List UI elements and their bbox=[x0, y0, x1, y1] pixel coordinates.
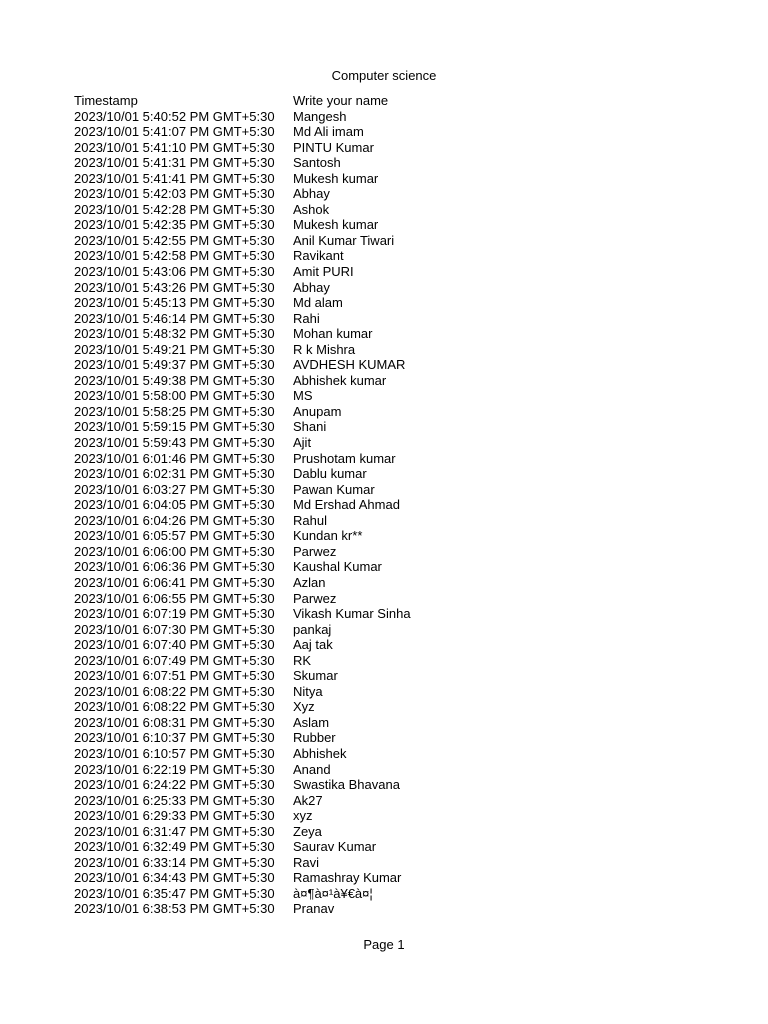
name-cell: Ak27 bbox=[293, 792, 323, 808]
table-row bbox=[74, 248, 493, 264]
name-cell: Zeya bbox=[293, 823, 322, 839]
table-row bbox=[74, 699, 493, 715]
name-cell: Ashok bbox=[293, 201, 330, 217]
timestamp-cell: 2023/10/01 5:46:14 PM GMT+5:30 bbox=[74, 310, 275, 326]
timestamp-cell: 2023/10/01 5:49:37 PM GMT+5:30 bbox=[74, 357, 275, 373]
table-row bbox=[74, 202, 493, 218]
name-cell: Mukesh kumar bbox=[293, 170, 379, 186]
name-cell: Md Ali imam bbox=[293, 124, 364, 140]
timestamp-cell: 2023/10/01 6:08:22 PM GMT+5:30 bbox=[74, 699, 275, 715]
name-cell: Ravikant bbox=[293, 248, 344, 264]
timestamp-cell: 2023/10/01 6:10:57 PM GMT+5:30 bbox=[74, 745, 275, 761]
name-cell: Anil Kumar Tiwari bbox=[293, 232, 395, 248]
name-cell: Xyz bbox=[293, 699, 315, 715]
timestamp-cell: 2023/10/01 5:59:43 PM GMT+5:30 bbox=[74, 435, 275, 451]
timestamp-cell: 2023/10/01 6:29:33 PM GMT+5:30 bbox=[74, 808, 275, 824]
name-cell: Aaj tak bbox=[293, 637, 333, 653]
timestamp-cell: 2023/10/01 5:42:35 PM GMT+5:30 bbox=[74, 217, 275, 233]
table-row bbox=[74, 388, 493, 404]
timestamp-cell: 2023/10/01 6:02:31 PM GMT+5:30 bbox=[74, 466, 275, 482]
timestamp-cell: 2023/10/01 6:05:57 PM GMT+5:30 bbox=[74, 528, 275, 544]
timestamp-cell: 2023/10/01 6:06:36 PM GMT+5:30 bbox=[74, 559, 275, 575]
name-cell: MS bbox=[293, 388, 313, 404]
name-cell: Abhishek kumar bbox=[293, 372, 387, 388]
table-row bbox=[74, 513, 493, 529]
timestamp-cell: 2023/10/01 6:07:40 PM GMT+5:30 bbox=[74, 637, 275, 653]
timestamp-cell: 2023/10/01 5:42:55 PM GMT+5:30 bbox=[74, 232, 275, 248]
name-cell: Anand bbox=[293, 761, 331, 777]
page-footer bbox=[0, 937, 768, 953]
table-row bbox=[74, 342, 493, 358]
column-header-timestamp: Timestamp bbox=[74, 93, 138, 108]
table-row bbox=[74, 684, 493, 700]
name-cell: pankaj bbox=[293, 621, 332, 637]
responses-table bbox=[74, 93, 493, 917]
timestamp-cell: 2023/10/01 6:35:47 PM GMT+5:30 bbox=[74, 885, 275, 901]
timestamp-cell: 2023/10/01 6:34:43 PM GMT+5:30 bbox=[74, 870, 275, 886]
timestamp-cell: 2023/10/01 6:06:41 PM GMT+5:30 bbox=[74, 574, 275, 590]
name-cell: Anupam bbox=[293, 403, 342, 419]
name-cell: Shani bbox=[293, 419, 327, 435]
name-cell: Ravi bbox=[293, 854, 320, 870]
timestamp-cell: 2023/10/01 6:24:22 PM GMT+5:30 bbox=[74, 777, 275, 793]
table-row bbox=[74, 295, 493, 311]
table-row bbox=[74, 186, 493, 202]
timestamp-cell: 2023/10/01 6:32:49 PM GMT+5:30 bbox=[74, 839, 275, 855]
table-row bbox=[74, 637, 493, 653]
name-cell: Rahul bbox=[293, 512, 327, 528]
page-header bbox=[0, 68, 768, 84]
name-cell: Rubber bbox=[293, 730, 336, 746]
timestamp-cell: 2023/10/01 5:43:06 PM GMT+5:30 bbox=[74, 264, 275, 280]
table-row bbox=[74, 311, 493, 327]
timestamp-cell: 2023/10/01 6:06:00 PM GMT+5:30 bbox=[74, 543, 275, 559]
timestamp-cell: 2023/10/01 6:07:49 PM GMT+5:30 bbox=[74, 652, 275, 668]
table-row bbox=[74, 808, 493, 824]
name-cell: Santosh bbox=[293, 155, 341, 171]
timestamp-cell: 2023/10/01 5:43:26 PM GMT+5:30 bbox=[74, 279, 275, 295]
table-row bbox=[74, 668, 493, 684]
table-row bbox=[74, 404, 493, 420]
table-row bbox=[74, 466, 493, 482]
name-cell: Kundan kr** bbox=[293, 528, 363, 544]
table-row bbox=[74, 451, 493, 467]
name-cell: Pawan Kumar bbox=[293, 481, 375, 497]
name-cell: Mohan kumar bbox=[293, 326, 373, 342]
table-row bbox=[74, 575, 493, 591]
table-row bbox=[74, 591, 493, 607]
table-row bbox=[74, 217, 493, 233]
table-row bbox=[74, 124, 493, 140]
timestamp-cell: 2023/10/01 5:41:41 PM GMT+5:30 bbox=[74, 170, 275, 186]
table-row bbox=[74, 482, 493, 498]
table-row bbox=[74, 357, 493, 373]
sheet-title: Computer science bbox=[331, 68, 437, 83]
timestamp-cell: 2023/10/01 5:42:58 PM GMT+5:30 bbox=[74, 248, 275, 264]
timestamp-cell: 2023/10/01 6:04:05 PM GMT+5:30 bbox=[74, 497, 275, 513]
timestamp-cell: 2023/10/01 6:01:46 PM GMT+5:30 bbox=[74, 450, 275, 466]
name-cell: Nitya bbox=[293, 683, 323, 699]
name-cell: Ajit bbox=[293, 435, 312, 451]
timestamp-cell: 2023/10/01 5:58:25 PM GMT+5:30 bbox=[74, 403, 275, 419]
name-cell: Amit PURI bbox=[293, 264, 354, 280]
table-row bbox=[74, 233, 493, 249]
table-row bbox=[74, 373, 493, 389]
name-cell: Saurav Kumar bbox=[293, 839, 377, 855]
timestamp-cell: 2023/10/01 5:48:32 PM GMT+5:30 bbox=[74, 326, 275, 342]
name-cell: Mangesh bbox=[293, 108, 347, 124]
timestamp-cell: 2023/10/01 6:38:53 PM GMT+5:30 bbox=[74, 901, 275, 917]
timestamp-cell: 2023/10/01 5:49:38 PM GMT+5:30 bbox=[74, 372, 275, 388]
timestamp-cell: 2023/10/01 5:40:52 PM GMT+5:30 bbox=[74, 108, 275, 124]
timestamp-cell: 2023/10/01 5:49:21 PM GMT+5:30 bbox=[74, 341, 275, 357]
table-row bbox=[74, 419, 493, 435]
table-row bbox=[74, 777, 493, 793]
name-cell: Parwez bbox=[293, 543, 337, 559]
table-row bbox=[74, 746, 493, 762]
table-row bbox=[74, 544, 493, 560]
table-row bbox=[74, 901, 493, 917]
timestamp-cell: 2023/10/01 6:07:19 PM GMT+5:30 bbox=[74, 606, 275, 622]
name-cell: Swastika Bhavana bbox=[293, 777, 400, 793]
name-cell: Abhay bbox=[293, 279, 330, 295]
timestamp-cell: 2023/10/01 5:58:00 PM GMT+5:30 bbox=[74, 388, 275, 404]
table-row bbox=[74, 855, 493, 871]
timestamp-cell: 2023/10/01 6:10:37 PM GMT+5:30 bbox=[74, 730, 275, 746]
table-row bbox=[74, 606, 493, 622]
table-row bbox=[74, 326, 493, 342]
name-cell: Dablu kumar bbox=[293, 466, 367, 482]
name-cell: Parwez bbox=[293, 590, 337, 606]
page-number: Page 1 bbox=[363, 937, 405, 952]
name-cell: Prushotam kumar bbox=[293, 450, 396, 466]
timestamp-cell: 2023/10/01 6:06:55 PM GMT+5:30 bbox=[74, 590, 275, 606]
timestamp-cell: 2023/10/01 6:08:22 PM GMT+5:30 bbox=[74, 683, 275, 699]
name-cell: R k Mishra bbox=[293, 341, 356, 357]
timestamp-cell: 2023/10/01 6:07:30 PM GMT+5:30 bbox=[74, 621, 275, 637]
name-cell: Aslam bbox=[293, 714, 330, 730]
table-row bbox=[74, 762, 493, 778]
table-row bbox=[74, 435, 493, 451]
table-body bbox=[74, 109, 493, 917]
timestamp-cell: 2023/10/01 6:07:51 PM GMT+5:30 bbox=[74, 668, 275, 684]
timestamp-cell: 2023/10/01 5:41:07 PM GMT+5:30 bbox=[74, 124, 275, 140]
table-row bbox=[74, 715, 493, 731]
table-row bbox=[74, 171, 493, 187]
table-row bbox=[74, 264, 493, 280]
name-cell: à¤¶à¤¹à¥€à¤¦ bbox=[293, 885, 373, 901]
name-cell: Md alam bbox=[293, 295, 343, 311]
name-cell: PINTU Kumar bbox=[293, 139, 374, 155]
name-cell: Vikash Kumar Sinha bbox=[293, 606, 411, 622]
table-row bbox=[74, 497, 493, 513]
name-cell: Skumar bbox=[293, 668, 338, 684]
timestamp-cell: 2023/10/01 6:25:33 PM GMT+5:30 bbox=[74, 792, 275, 808]
column-header-name: Write your name bbox=[293, 93, 389, 108]
name-cell: Ramashray Kumar bbox=[293, 870, 402, 886]
table-row bbox=[74, 793, 493, 809]
name-cell: Abhishek bbox=[293, 745, 347, 761]
table-row bbox=[74, 824, 493, 840]
table-row bbox=[74, 886, 493, 902]
table-row bbox=[74, 653, 493, 669]
table-row bbox=[74, 730, 493, 746]
timestamp-cell: 2023/10/01 5:41:10 PM GMT+5:30 bbox=[74, 139, 275, 155]
timestamp-cell: 2023/10/01 6:33:14 PM GMT+5:30 bbox=[74, 854, 275, 870]
name-cell: Azlan bbox=[293, 574, 326, 590]
table-row bbox=[74, 559, 493, 575]
timestamp-cell: 2023/10/01 6:08:31 PM GMT+5:30 bbox=[74, 714, 275, 730]
name-cell: Pranav bbox=[293, 901, 335, 917]
name-cell: xyz bbox=[293, 808, 313, 824]
timestamp-cell: 2023/10/01 6:03:27 PM GMT+5:30 bbox=[74, 481, 275, 497]
table-row bbox=[74, 109, 493, 125]
name-cell: Mukesh kumar bbox=[293, 217, 379, 233]
table-header-row bbox=[74, 93, 493, 109]
name-cell: AVDHESH KUMAR bbox=[293, 357, 406, 373]
timestamp-cell: 2023/10/01 6:04:26 PM GMT+5:30 bbox=[74, 512, 275, 528]
table-row bbox=[74, 155, 493, 171]
name-cell: Abhay bbox=[293, 186, 330, 202]
name-cell: Md Ershad Ahmad bbox=[293, 497, 400, 513]
table-row bbox=[74, 140, 493, 156]
timestamp-cell: 2023/10/01 5:42:28 PM GMT+5:30 bbox=[74, 201, 275, 217]
table-row bbox=[74, 280, 493, 296]
table-row bbox=[74, 622, 493, 638]
timestamp-cell: 2023/10/01 6:22:19 PM GMT+5:30 bbox=[74, 761, 275, 777]
name-cell: Rahi bbox=[293, 310, 320, 326]
timestamp-cell: 2023/10/01 5:59:15 PM GMT+5:30 bbox=[74, 419, 275, 435]
timestamp-cell: 2023/10/01 5:42:03 PM GMT+5:30 bbox=[74, 186, 275, 202]
timestamp-cell: 2023/10/01 5:45:13 PM GMT+5:30 bbox=[74, 295, 275, 311]
table-row bbox=[74, 839, 493, 855]
name-cell: Kaushal Kumar bbox=[293, 559, 382, 575]
timestamp-cell: 2023/10/01 5:41:31 PM GMT+5:30 bbox=[74, 155, 275, 171]
timestamp-cell: 2023/10/01 6:31:47 PM GMT+5:30 bbox=[74, 823, 275, 839]
table-row bbox=[74, 870, 493, 886]
name-cell: RK bbox=[293, 652, 312, 668]
table-row bbox=[74, 528, 493, 544]
